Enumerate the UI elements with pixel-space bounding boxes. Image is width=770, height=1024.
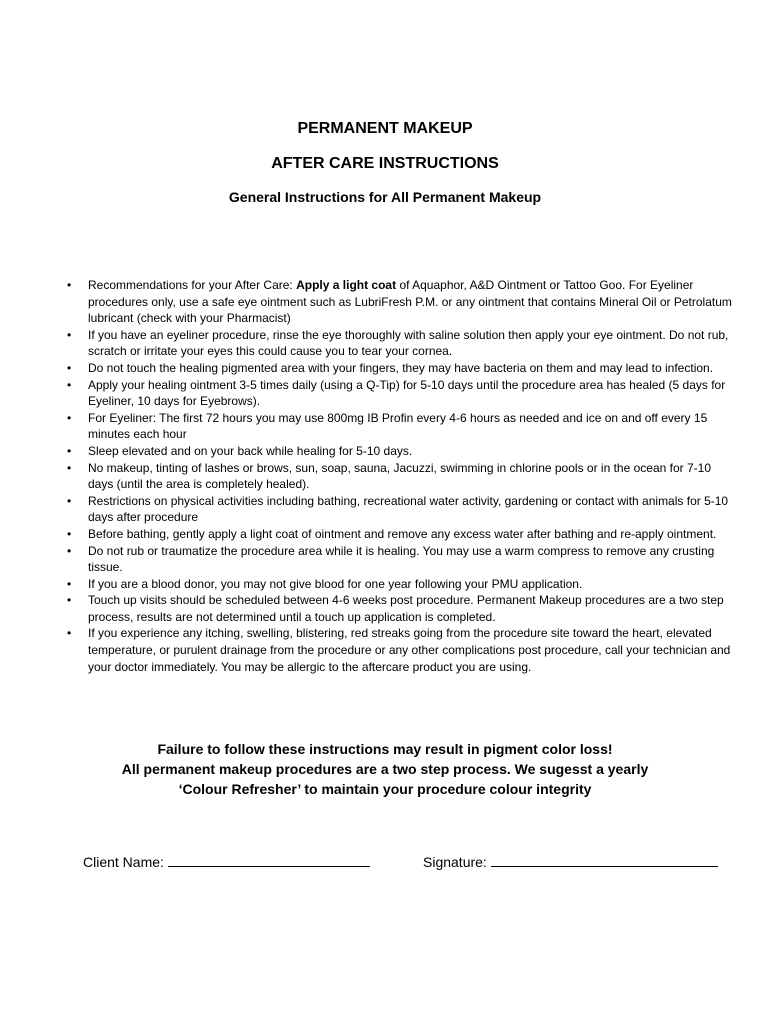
bullet-icon: • (67, 360, 72, 375)
document-title: PERMANENT MAKEUP (297, 120, 473, 137)
bullet-icon: • (67, 576, 72, 591)
instruction-text: If you experience any itching, swelling, blistering, red streaks going from the procedure site toward the heart, elevated temperature, or purulent drainage from the procedure or any other complications post procedure, call your technician and your doctor immediately. You may be allergic to the aftercare product you are using. (88, 626, 731, 674)
warning-line: ‘Colour Refresher’ to maintain your procedure colour integrity (178, 781, 592, 797)
client-name-line[interactable] (168, 852, 370, 867)
instruction-text: If you are a blood donor, you may not give blood for one year following your PMU application. (88, 576, 583, 591)
list-item (63, 443, 735, 460)
instruction-text-post: of Aquaphor, A&D Ointment or Tattoo Goo. For Eyeliner procedures only, use a safe eye ointment such as LubriFresh P.M. or any ointment that contains Mineral Oil or Petrolatum lubricant (check with your Pharmacist) (88, 278, 732, 326)
list-item (63, 377, 735, 410)
instruction-text-bold: Apply a light coat (296, 278, 397, 292)
instruction-text: Apply your healing ointment 3-5 times daily (using a Q-Tip) for 5-10 days until the procedure area has healed (5 days for Eyeliner, 10 days for Eyebrows). (88, 377, 726, 409)
section-heading: General Instructions for All Permanent Makeup (228, 189, 542, 205)
list-item (63, 327, 735, 360)
list-item (63, 576, 735, 593)
list-item (63, 592, 735, 625)
bullet-icon: • (67, 327, 72, 342)
instruction-text: Restrictions on physical activities including bathing, recreational water activity, gardening or contact with animals for 5-10 days after procedure (88, 493, 729, 525)
bullet-icon: • (67, 377, 72, 392)
bullet-icon: • (67, 626, 72, 641)
warning-notice (0, 739, 770, 799)
bullet-icon: • (67, 443, 72, 458)
bullet-icon: • (67, 278, 72, 292)
bullet-icon: • (67, 543, 72, 558)
bullet-icon: • (67, 593, 72, 608)
bullet-icon: • (67, 493, 72, 508)
instruction-text: If you have an eyeliner procedure, rinse the eye thoroughly with saline solution then apply your eye ointment. Do not rub, scratch or irritate your eyes this could cause you to tear your cornea. (88, 327, 729, 359)
bullet-icon: • (67, 410, 72, 425)
instructions-list (63, 277, 735, 675)
bullet-icon: • (67, 460, 72, 475)
client-name-label: Client Name: (83, 854, 164, 870)
instruction-text-pre: Recommendations for your After Care: (88, 278, 297, 292)
list-item (63, 543, 735, 576)
list-item (63, 625, 735, 675)
instruction-text: Touch up visits should be scheduled between 4-6 weeks post procedure. Permanent Makeup procedures are a two step process, results are not determined until a touch up application is completed. (88, 593, 724, 624)
list-item (63, 410, 735, 443)
signature-label: Signature: (423, 854, 487, 870)
warning-line: All permanent makeup procedures are a two step process. We sugesst a yearly (121, 761, 649, 777)
client-name-field[interactable] (83, 852, 370, 870)
instruction-text: Do not touch the healing pigmented area with your fingers, they may have bacteria on them and may lead to infection. (88, 360, 714, 375)
signature-line[interactable] (491, 852, 718, 867)
instruction-text: For Eyeliner: The first 72 hours you may use 800mg IB Profin every 4-6 hours as needed and ice on and off every 15 minutes each hour (88, 410, 708, 442)
list-item (63, 493, 735, 526)
instruction-text: Before bathing, gently apply a light coat of ointment and remove any excess water after bathing and re-apply ointment. (88, 526, 717, 541)
list-item (63, 526, 735, 543)
bullet-icon: • (67, 526, 72, 541)
list-item (63, 460, 735, 493)
instruction-text: Do not rub or traumatize the procedure area while it is healing. You may use a warm compress to remove any crusting tissue. (88, 543, 715, 575)
signature-field[interactable] (423, 852, 718, 870)
list-item (63, 277, 735, 327)
instruction-text: Sleep elevated and on your back while healing for 5-10 days. (88, 443, 413, 458)
warning-line: Failure to follow these instructions may result in pigment color loss! (157, 741, 613, 757)
list-item (63, 360, 735, 377)
instruction-text: No makeup, tinting of lashes or brows, sun, soap, sauna, Jacuzzi, swimming in chlorine pools or in the ocean for 7-10 days (until the area is completely healed). (88, 460, 711, 492)
document-subtitle: AFTER CARE INSTRUCTIONS (271, 155, 499, 172)
